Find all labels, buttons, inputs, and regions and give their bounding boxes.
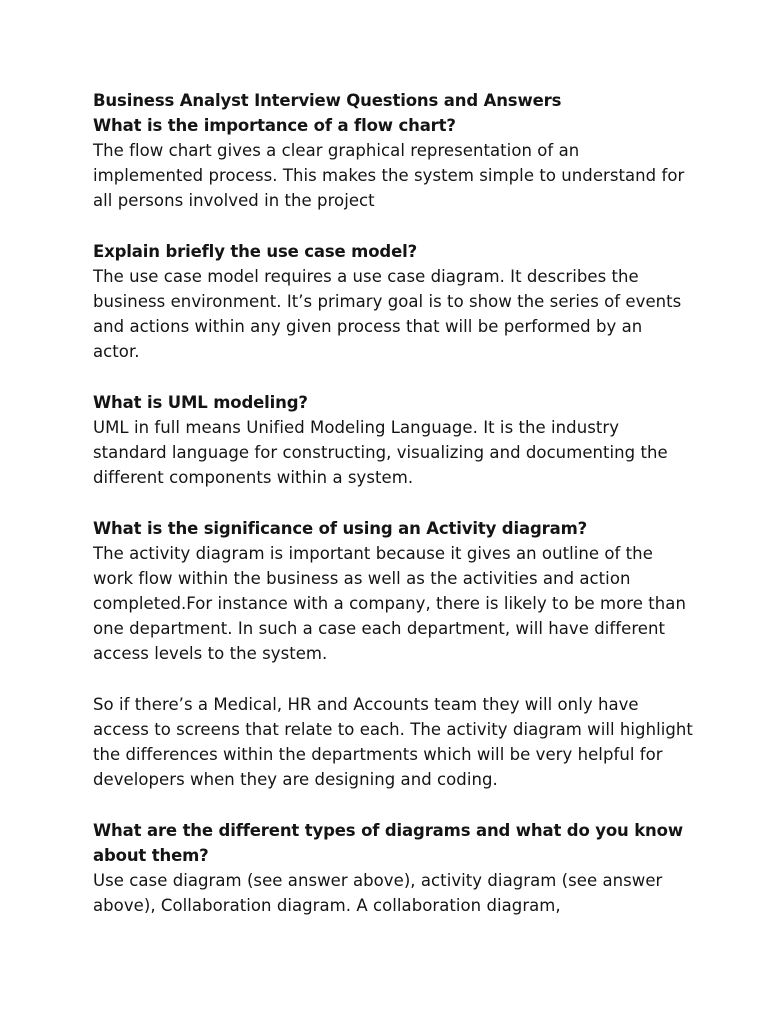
section-spacer xyxy=(93,213,693,239)
question-diagram-types: What are the different types of diagrams and what do you know about them? xyxy=(93,821,683,865)
question-uml-modeling: What is UML modeling? xyxy=(93,393,308,412)
paragraph-spacer xyxy=(93,666,693,692)
answer-use-case-model: The use case model requires a use case diagram. It describes the business environment. It’s primary goal is to show the series of events and actions within any given process that will be performed by an actor. xyxy=(93,267,682,361)
document-title: Business Analyst Interview Questions and Answers xyxy=(93,91,562,110)
section-spacer xyxy=(93,490,693,516)
question-activity-diagram: What is the significance of using an Activity diagram? xyxy=(93,519,588,538)
answer-diagram-types: Use case diagram (see answer above), activity diagram (see answer above), Collaboration diagram. A collaboration diagram, xyxy=(93,871,663,915)
question-flow-chart: What is the importance of a flow chart? xyxy=(93,116,456,135)
section-spacer xyxy=(93,364,693,390)
answer-activity-diagram-continued: So if there’s a Medical, HR and Accounts team they will only have access to screens that relate to each. The activity diagram will highlight the differences within the departments which will be very helpful for developers when they are designing and coding. xyxy=(93,695,693,789)
answer-flow-chart: The flow chart gives a clear graphical representation of an implemented process. This makes the system simple to understand for all persons involved in the project xyxy=(93,141,685,210)
answer-activity-diagram: The activity diagram is important because it gives an outline of the work flow within the business as well as the activities and action completed.For instance with a company, there is likely to be more than one department. In such a case each department, will have different access levels to the system. xyxy=(93,544,686,663)
document-page xyxy=(93,88,693,918)
section-spacer xyxy=(93,792,693,818)
answer-uml-modeling: UML in full means Unified Modeling Language. It is the industry standard language for constructing, visualizing and documenting the different components within a system. xyxy=(93,418,668,487)
question-use-case-model: Explain briefly the use case model? xyxy=(93,242,418,261)
